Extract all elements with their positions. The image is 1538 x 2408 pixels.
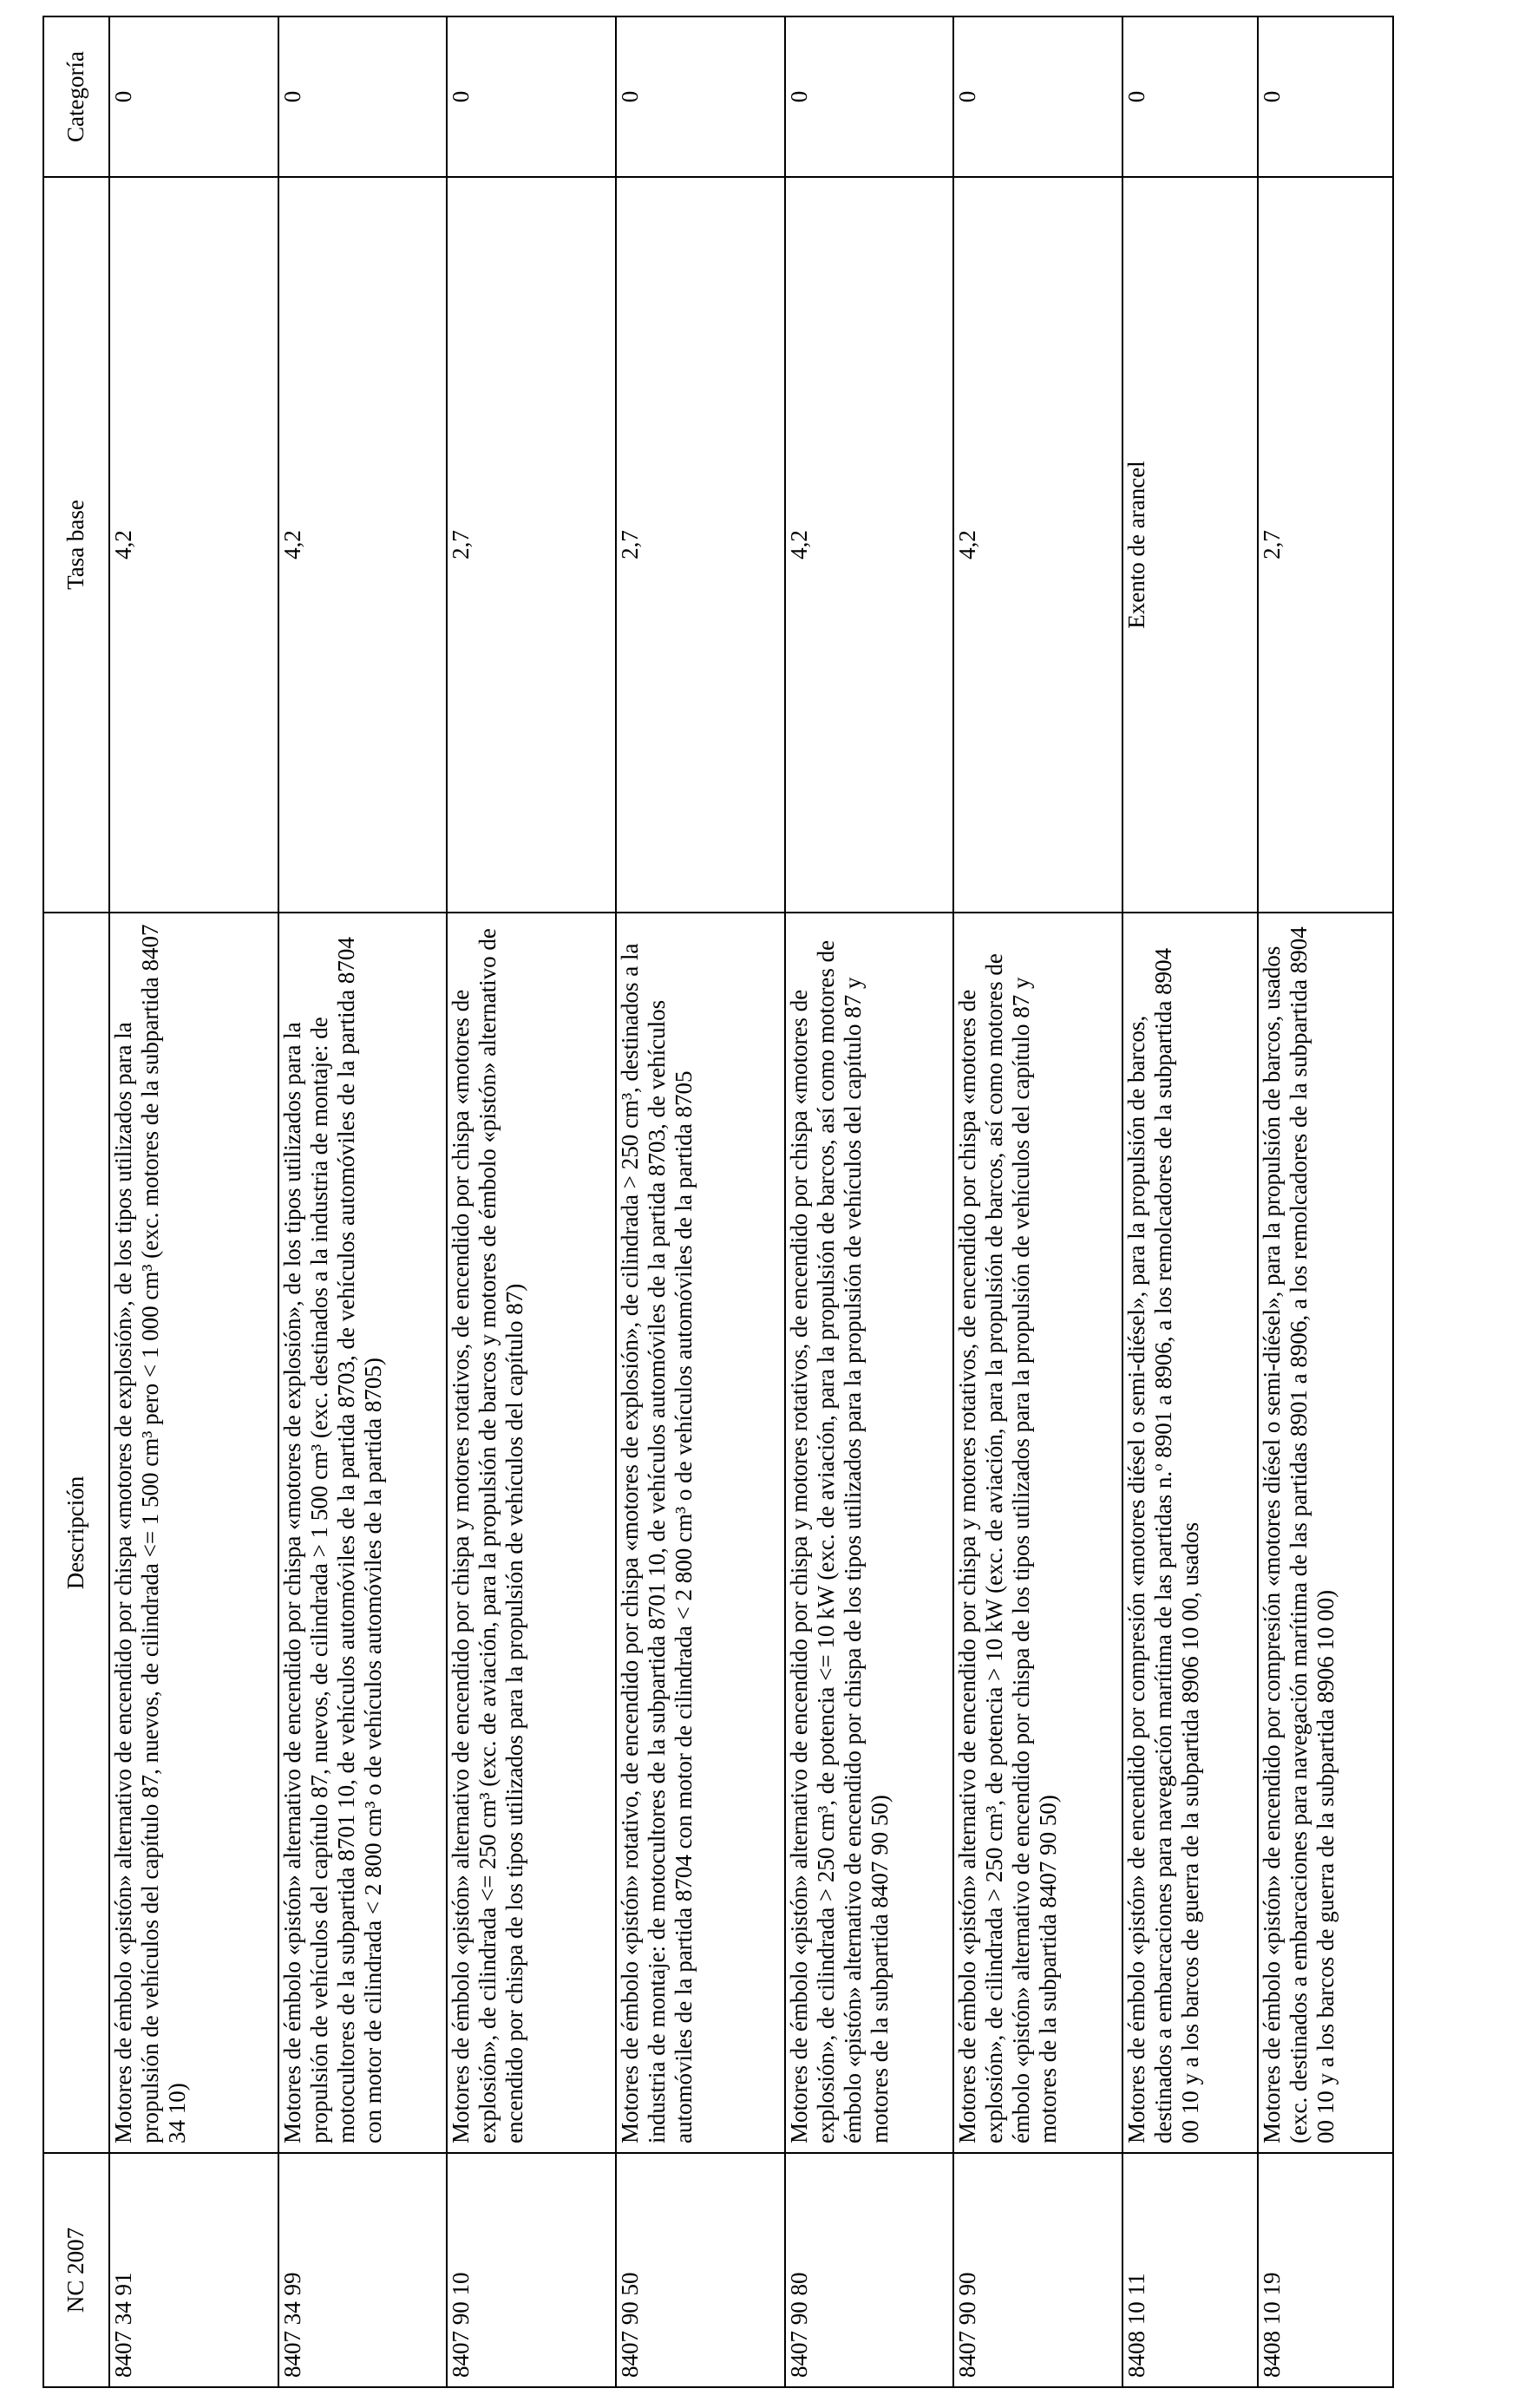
category: 0	[1122, 16, 1258, 177]
table-row	[1122, 16, 1258, 2387]
table-row	[109, 16, 278, 2387]
nc-code: 8408 10 11	[1122, 2153, 1258, 2387]
table-row	[278, 16, 448, 2387]
header-category: Categoría	[43, 16, 109, 177]
table-row	[1258, 16, 1393, 2387]
nc-code: 8407 90 50	[616, 2153, 785, 2387]
header-nc: NC 2007	[43, 2153, 109, 2387]
nc-code: 8408 10 19	[1258, 2153, 1393, 2387]
base-rate: 4,2	[785, 177, 954, 913]
description-cell: Motores de émbolo «pistón» alternativo de encendido por chispa «motores de explosión», de los tipos utilizados para la propulsión de vehículos del capítulo 87, nuevos, de cilindrada > 1 500 cm³ (exc. destinados a la industria de montaje: de motocultores de la subpartida 8701 10, de vehículos automóviles de la partida 8703, de vehículos automóviles de la partida 8704 con motor de cilindrada < 2 800 cm³ o de vehículos automóviles de la partida 8705)	[278, 913, 448, 2153]
base-rate: Exento de arancel	[1122, 177, 1258, 913]
description-cell: Motores de émbolo «pistón» alternativo de encendido por chispa «motores de explosión», de los tipos utilizados para la propulsión de vehículos del capítulo 87, nuevos, de cilindrada <= 1 500 cm³ pero < 1 000 cm³ (exc. motores de la subpartida 8407 34 10)	[109, 913, 278, 2153]
description-cell: Motores de émbolo «pistón» de encendido por compresión «motores diésel o semi-diésel», para la propulsión de barcos, usados (exc. destinados a embarcaciones para navegación marítima de las partidas 8901 a 8906, a los remolcadores de la subpartida 8904 00 10 y a los barcos de guerra de la subpartida 8906 10 00)	[1258, 913, 1393, 2153]
nc-code: 8407 90 90	[953, 2153, 1122, 2387]
description-cell: Motores de émbolo «pistón» rotativo, de encendido por chispa «motores de explosión», de cilindrada > 250 cm³, destinados a la industria de montaje: de motocultores de la subpartida 8701 10, de vehículos automóviles de la partida 8703, de vehículos automóviles de la partida 8704 con motor de cilindrada < 2 800 cm³ o de vehículos automóviles de la partida 8705	[616, 913, 785, 2153]
nc-code: 8407 90 80	[785, 2153, 954, 2387]
table-row	[616, 16, 785, 2387]
category: 0	[785, 16, 954, 177]
base-rate: 2,7	[1258, 177, 1393, 913]
description-cell: Motores de émbolo «pistón» alternativo de encendido por chispa y motores rotativos, de encendido por chispa «motores de explosión», de cilindrada > 250 cm³, de potencia > 10 kW (exc. de aviación, para la propulsión de barcos, así como motores de émbolo «pistón» alternativo de encendido por chispa de los tipos utilizados para la propulsión de vehículos del capítulo 87 y motores de la subpartida 8407 90 50)	[953, 913, 1122, 2153]
rotated-page	[43, 17, 1394, 2388]
base-rate: 4,2	[953, 177, 1122, 913]
category: 0	[278, 16, 448, 177]
table-row	[447, 16, 616, 2387]
header-description: Descripción	[43, 913, 109, 2153]
table-row	[953, 16, 1122, 2387]
category: 0	[109, 16, 278, 177]
category: 0	[953, 16, 1122, 177]
nc-code: 8407 34 99	[278, 2153, 448, 2387]
category: 0	[447, 16, 616, 177]
base-rate: 2,7	[447, 177, 616, 913]
category: 0	[1258, 16, 1393, 177]
base-rate: 4,2	[109, 177, 278, 913]
nc-code: 8407 90 10	[447, 2153, 616, 2387]
table-row	[785, 16, 954, 2387]
tariff-table	[43, 16, 1394, 2388]
header-rate: Tasa base	[43, 177, 109, 913]
category: 0	[616, 16, 785, 177]
description-cell: Motores de émbolo «pistón» de encendido por compresión «motores diésel o semi-diésel», para la propulsión de barcos, destinados a embarcaciones para navegación marítima de las partidas n.º 8901 a 8906, a los remolcadores de la subpartida 8904 00 10 y a los barcos de guerra de la subpartida 8906 10 00, usados	[1122, 913, 1258, 2153]
base-rate: 4,2	[278, 177, 448, 913]
header-row	[43, 16, 109, 2387]
nc-code: 8407 34 91	[109, 2153, 278, 2387]
description-cell: Motores de émbolo «pistón» alternativo de encendido por chispa y motores rotativos, de encendido por chispa «motores de explosión», de cilindrada <= 250 cm³ (exc. de aviación, para la propulsión de barcos y motores de émbolo «pistón» alternativo de encendido por chispa de los tipos utilizados para la propulsión de vehículos del capítulo 87)	[447, 913, 616, 2153]
description-cell: Motores de émbolo «pistón» alternativo de encendido por chispa y motores rotativos, de encendido por chispa «motores de explosión», de cilindrada > 250 cm³, de potencia <= 10 kW (exc. de aviación, para la propulsión de barcos, así como motores de émbolo «pistón» alternativo de encendido por chispa de los tipos utilizados para la propulsión de vehículos del capítulo 87 y motores de la subpartida 8407 90 50)	[785, 913, 954, 2153]
base-rate: 2,7	[616, 177, 785, 913]
